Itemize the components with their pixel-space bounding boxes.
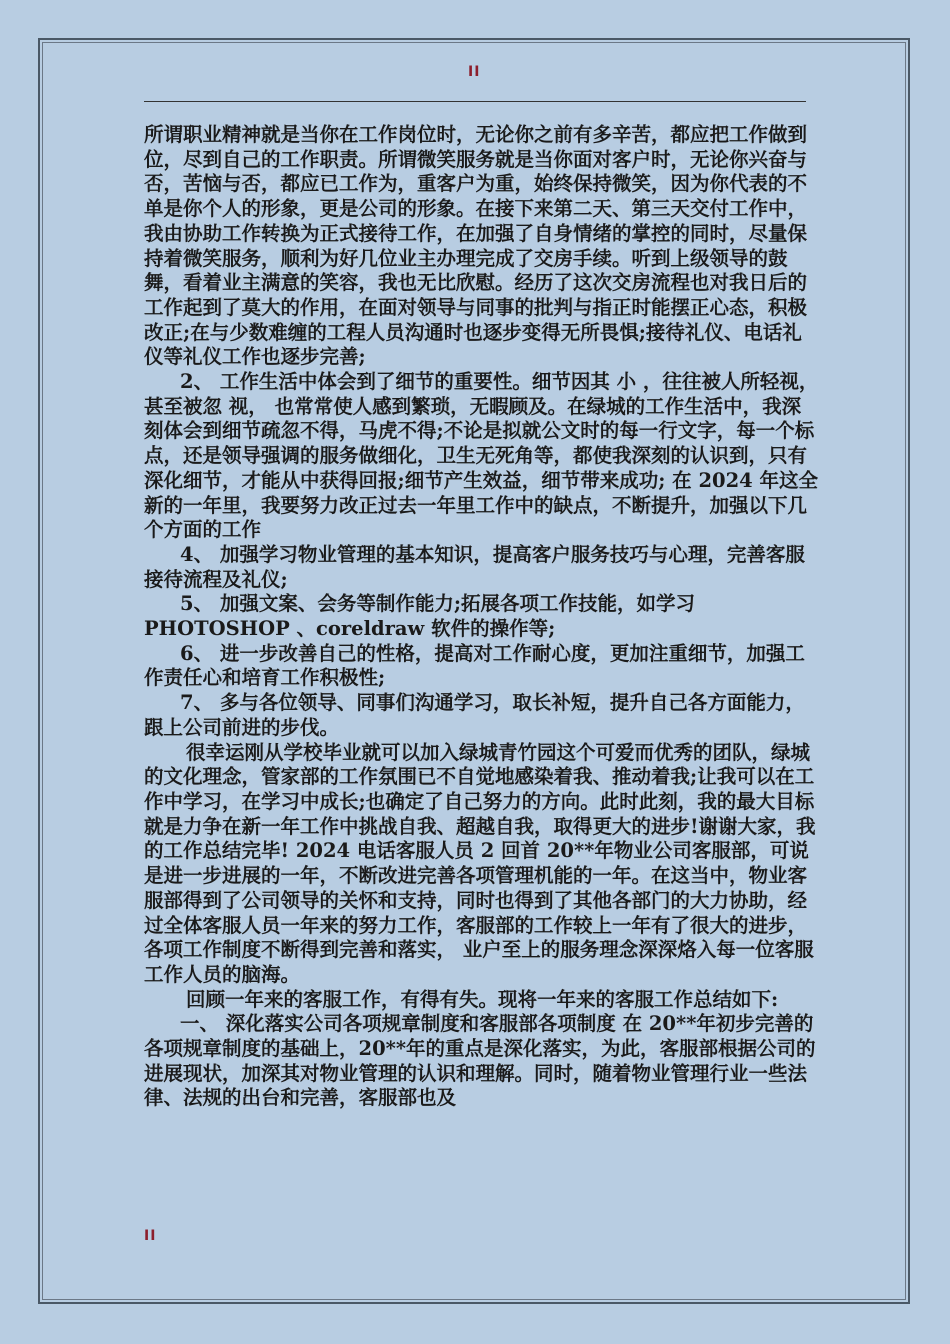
- paragraph: 所谓职业精神就是当你在工作岗位时，无论你之前有多辛苦，都应把工作做到位，尽到自己的工作职责。所谓微笑服务就是当你面对客户时，无论你兴奋与否，苦恼与否，都应已工作为，重客户为重，始终保持微笑，因为你代表的不单是你个人的形象，更是公司的形象。在接下来第二天、第三天交付工作中，我由协助工作转换为正式接待工作，在加强了自身情绪的掌控的同时，尽量保持着微笑服务，顺利为好几位业主办理完成了交房手续。听到上级领导的鼓舞，看着业主满意的笑容，我也无比欣慰。经历了这次交房流程也对我日后的工作起到了莫大的作用，在面对领导与同事的批判与指正时能摆正心态，积极改正;在与少数难缠的工程人员沟通时也逐步变得无所畏惧;接待礼仪、电话礼仪等礼仪工作也逐步完善;: [144, 123, 808, 369]
- header-divider: [144, 101, 806, 102]
- paragraph: 5、 加强文案、会务等制作能力;拓展各项工作技能，如学习 PHOTOSHOP 、coreldraw 软件的操作等;: [144, 592, 696, 641]
- paragraph: 很幸运刚从学校毕业就可以加入绿城青竹园这个可爱而优秀的团队，绿城的文化理念，管家部的工作氛围已不自觉地感染着我、推动着我;让我可以在工作中学习，在学习中成长;也确定了自己努力的方向。此时此刻，我的最大目标就是力争在新一年工作中挑战自我、超越自我，取得更大的进步!谢谢大家，我的工作总结完毕! 2024 电话客服人员 2 回首 20**年物业公司客服部，可说是进一步进展的一年，不断改进完善各项管理机能的一年。在这当中，物业客服部得到了公司领导的关怀和支持，同时也得到了其他各部门的大力协助，经过全体客服人员一年来的努力工作，客服部的工作较上一年有了很大的进步，各项工作制度不断得到完善和落实， 业户至上的服务理念深深烙入每一位客服工作人员的脑海。: [144, 740, 816, 986]
- header-mark: II: [468, 64, 481, 80]
- paragraph: 4、 加强学习物业管理的基本知识，提高客户服务技巧与心理，完善客服接待流程及礼仪;: [144, 542, 805, 591]
- paragraph: 6、 进一步改善自己的性格，提高对工作耐心度，更加注重细节，加强工作责任心和培育工作积极性;: [144, 641, 805, 690]
- paragraph: 一、 深化落实公司各项规章制度和客服部各项制度 在 20**年初步完善的各项规章制度的基础上，20**年的重点是深化落实，为此，客服部根据公司的进展现状，加深其对物业管理的认识和理解。同时，随着物业管理行业一些法律、法规的出台和完善，客服部也及: [144, 1012, 816, 1110]
- paragraph: 2、 工作生活中体会到了细节的重要性。细节因其 小 ，往往被人所轻视，甚至被忽 视， 也常常使人感到繁琐，无暇顾及。在绿城的工作生活中，我深刻体会到细节疏忽不得，马虎不得;不论是拟就公文时的每一行文字，每一个标点，还是领导强调的服务做细化，卫生无死角等，都使我深刻的认识到，只有深化细节，才能从中获得回报;细节产生效益，细节带来成功; 在 2024 年这全新的一年里，我要努力改正过去一年里工作中的缺点，不断提升，加强以下几个方面的工作: [144, 370, 819, 542]
- paragraph: 回顾一年来的客服工作，有得有失。现将一年来的客服工作总结如下:: [186, 987, 779, 1011]
- document-body: [144, 123, 820, 1111]
- footer-mark: II: [144, 1228, 157, 1244]
- paragraph: 7、 多与各位领导、同事们沟通学习，取长补短，提升自己各方面能力，跟上公司前进的步伐。: [144, 691, 805, 739]
